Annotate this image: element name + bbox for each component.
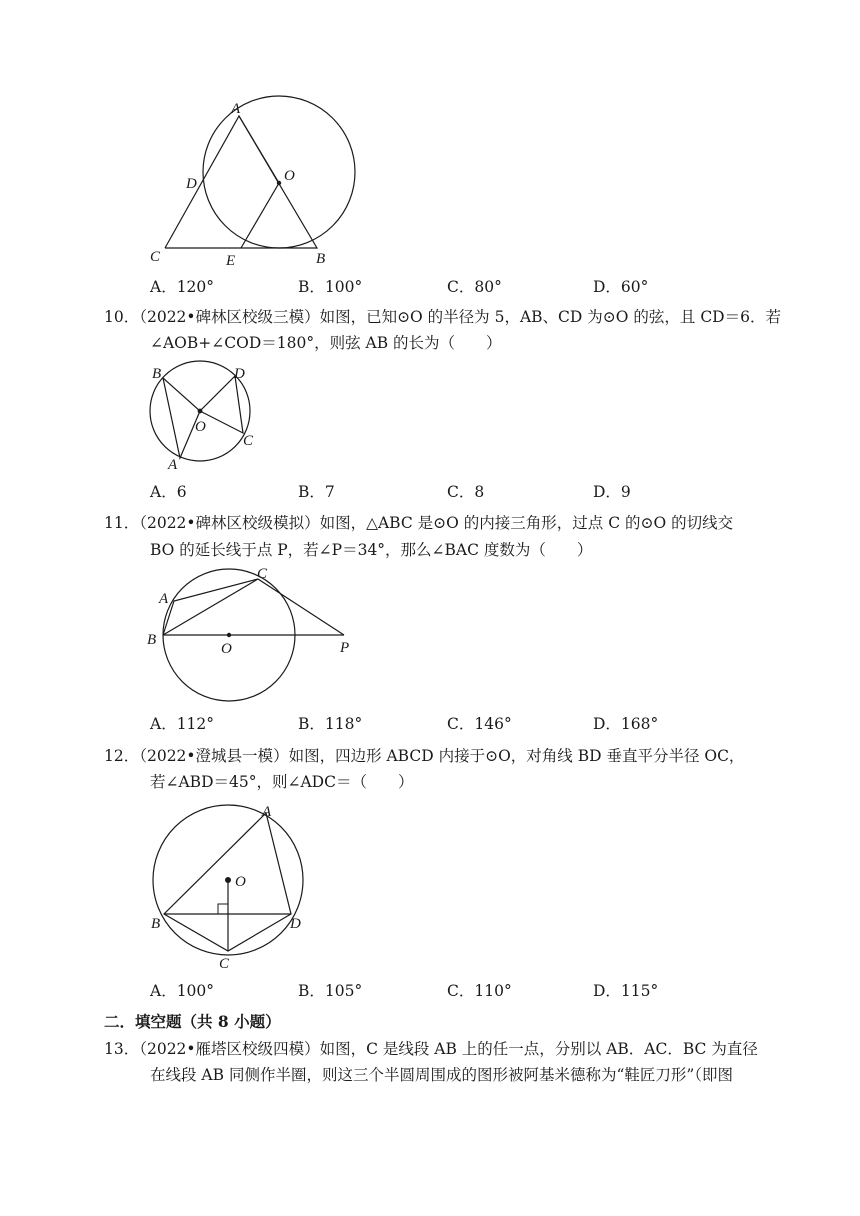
q10-stem-line1: 10．（2022•碑林区校级三模）如图，已知⊙O 的半径为 5，AB、CD 为⊙O 的弦，且 CD＝6．若 xyxy=(104,308,781,326)
q11-label-A: A xyxy=(159,591,169,607)
q9-label-E: E xyxy=(226,253,236,269)
q12-label-O: O xyxy=(235,874,246,890)
section-title-fill-in: 二．填空题（共 8 小题） xyxy=(104,1012,281,1031)
q11-figure xyxy=(140,563,360,708)
q11-label-C: C xyxy=(257,566,268,582)
q9-label-B: B xyxy=(316,251,326,267)
q11-option-a: A．112° xyxy=(150,715,215,733)
q12-option-d: D．115° xyxy=(593,982,659,1000)
q9-option-d: D．60° xyxy=(593,278,649,296)
q10-option-d: D．9 xyxy=(593,483,631,501)
q12-label-D: D xyxy=(290,916,301,932)
q12-label-B: B xyxy=(151,916,161,932)
q10-label-C: C xyxy=(243,433,254,449)
q10-stem-line2: ∠AOB+∠COD＝180°，则弦 AB 的长为（ ） xyxy=(150,334,502,352)
q12-option-a: A．100° xyxy=(150,982,215,1000)
q11-stem-line2: BO 的延长线于点 P，若∠P＝34°，那么∠BAC 度数为（ ） xyxy=(150,541,593,559)
q9-label-A: A xyxy=(231,101,241,117)
q10-label-D: D xyxy=(234,366,245,382)
q9-option-a: A．120° xyxy=(150,278,215,296)
q10-label-O: O xyxy=(195,419,206,435)
q11-label-B: B xyxy=(147,632,157,648)
q12-label-A: A xyxy=(262,804,272,820)
q11-label-O: O xyxy=(221,641,232,657)
q11-option-d: D．168° xyxy=(593,715,659,733)
q12-option-c: C．110° xyxy=(447,982,512,1000)
q12-figure xyxy=(140,800,320,975)
q11-stem-line1: 11．（2022•碑林区校级模拟）如图，△ABC 是⊙O 的内接三角形，过点 C 的⊙O 的切线交 xyxy=(104,514,734,532)
q12-label-C: C xyxy=(219,956,230,972)
q12-stem-line1: 12．（2022•澄城县一模）如图，四边形 ABCD 内接于⊙O，对角线 BD 垂直平分半径 OC， xyxy=(104,747,745,765)
q12-stem-line2: 若∠ABD＝45°，则∠ADC＝（ ） xyxy=(150,773,414,791)
q9-label-C: C xyxy=(150,249,161,265)
q10-option-b: B．7 xyxy=(298,483,335,501)
q11-label-P: P xyxy=(340,640,350,656)
q13-stem-line1: 13．（2022•雁塔区校级四模）如图，C 是线段 AB 上的任一点，分别以 AB．AC．BC 为直径 xyxy=(104,1040,758,1058)
q11-option-c: C．146° xyxy=(447,715,512,733)
q10-figure xyxy=(140,360,270,475)
q9-label-O: O xyxy=(284,168,295,184)
q9-option-b: B．100° xyxy=(298,278,363,296)
q9-option-c: C．80° xyxy=(447,278,502,296)
q13-stem-line2: 在线段 AB 同侧作半圈，则这三个半圆周围成的图形被阿基米德称为“鞋匠刀形”（即图 xyxy=(150,1066,734,1084)
q10-label-A: A xyxy=(168,457,178,473)
q11-option-b: B．118° xyxy=(298,715,363,733)
q10-option-c: C．8 xyxy=(447,483,485,501)
q10-label-B: B xyxy=(152,366,162,382)
q12-option-b: B．105° xyxy=(298,982,363,1000)
q9-figure xyxy=(140,95,370,270)
q9-label-D: D xyxy=(186,176,197,192)
q10-option-a: A．6 xyxy=(150,483,187,501)
